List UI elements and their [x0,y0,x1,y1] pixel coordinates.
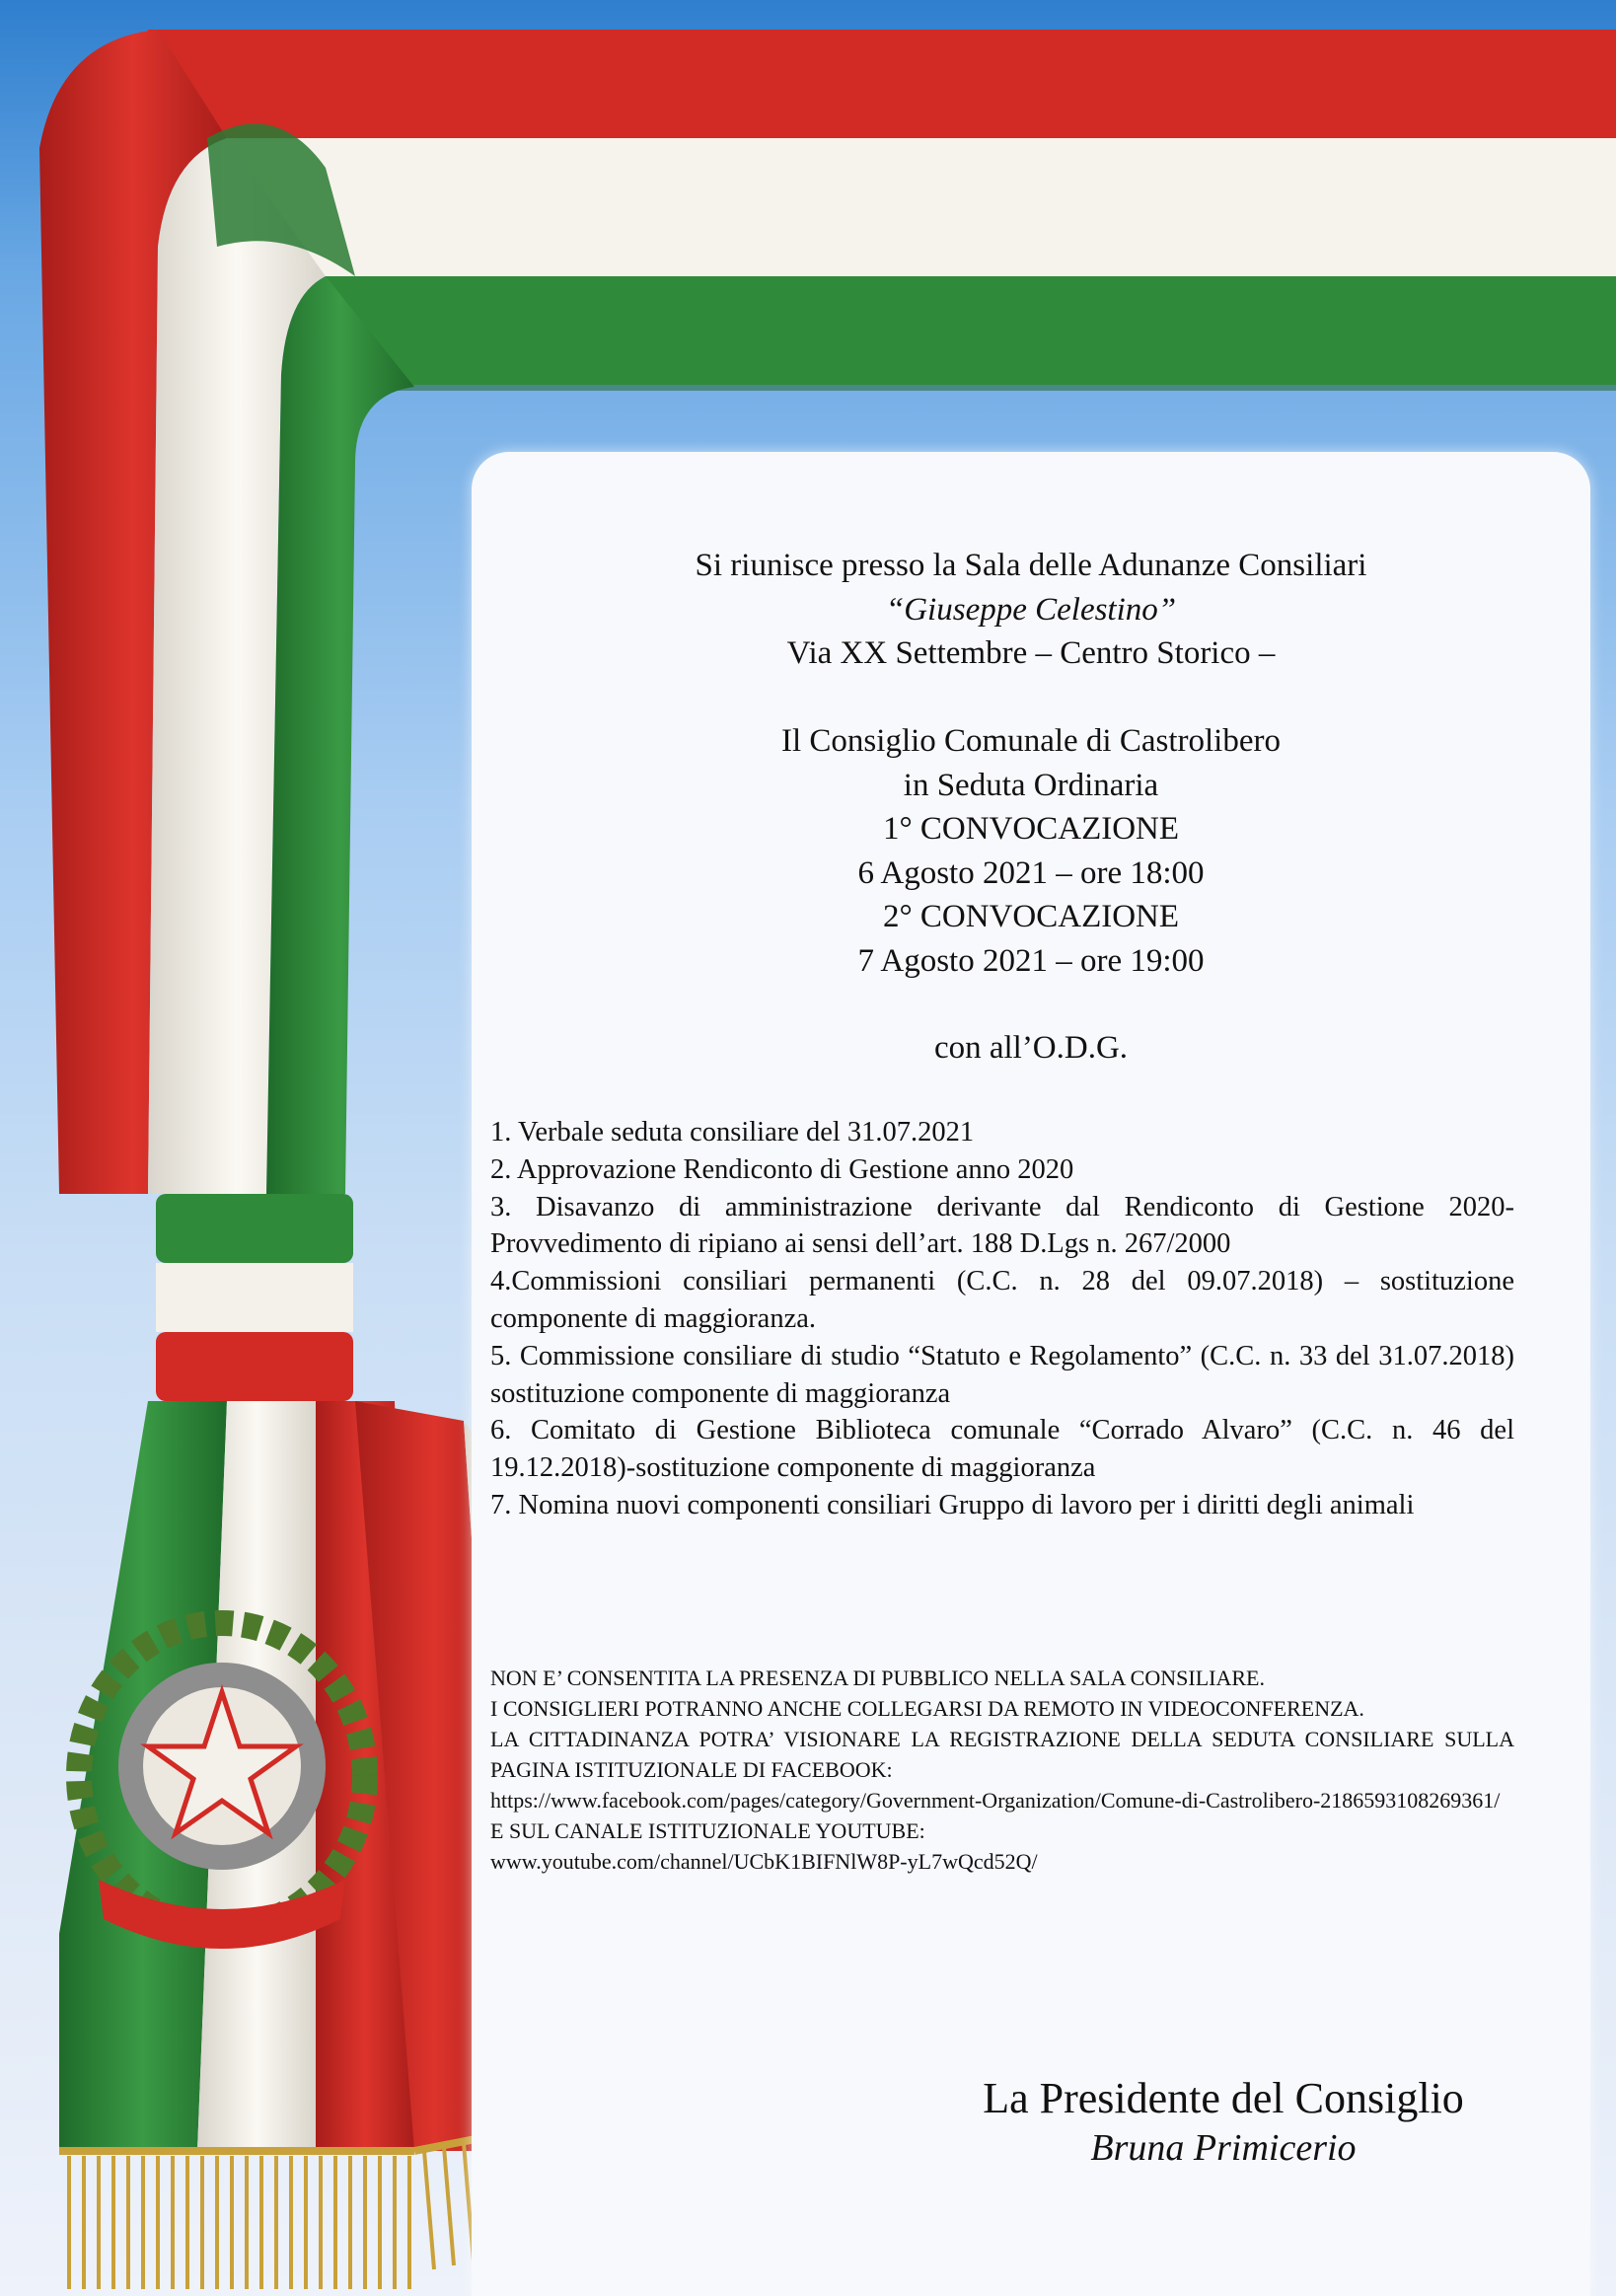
agenda-item: 5. Commissione consiliare di studio “Statuto e Regolamento” (C.C. n. 33 del 31.07.2018) sostituzione componente di maggioranza [490,1340,1514,1409]
agenda-item: 7. Nomina nuovi componenti consiliari Gruppo di lavoro per i diritti degli animali [490,1489,1415,1520]
agenda-item: 6. Comitato di Gestione Biblioteca comunale “Corrado Alvaro” (C.C. n. 46 del 19.12.2018)-sostituzione componente di maggioranza [490,1415,1514,1484]
second-call-date: 7 Agosto 2021 – ore 19:00 [857,942,1205,979]
venue-address: Via XX Settembre – Centro Storico – [786,635,1276,671]
agenda-item: 2. Approvazione Rendiconto di Gestione anno 2020 [490,1153,1074,1185]
agenda-item: 3. Disavanzo di amministrazione derivante dal Rendiconto di Gestione 2020- Provvedimento di ripiano ai sensi dell’art. 188 D.Lgs n. 267/2000 [490,1191,1514,1260]
signature-name: Bruna Primicerio [1090,2127,1357,2169]
agenda-item: 4.Commissioni consiliari permanenti (C.C. n. 28 del 09.07.2018) – sostituzione componente di maggioranza. [490,1266,1514,1334]
council-name: Il Consiglio Comunale di Castrolibero [781,723,1281,759]
notice-youtube: E SUL CANALE ISTITUZIONALE YOUTUBE: [490,1818,925,1843]
youtube-link[interactable]: www.youtube.com/channel/UCbK1BIFNlW8P-yL7wQcd52Q/ [490,1849,1038,1874]
venue-hall-name: “Giuseppe Celestino” [885,591,1177,628]
first-call-date: 6 Agosto 2021 – ore 18:00 [857,854,1205,891]
agenda-list [490,1114,1514,1524]
venue-line: Si riunisce presso la Sala delle Adunanze Consiliari [695,548,1367,583]
agenda-item: 1. Verbale seduta consiliare del 31.07.2021 [490,1117,975,1148]
session-block [472,719,1590,983]
second-call-label: 2° CONVOCAZIONE [882,899,1180,934]
odg-heading: con all’O.D.G. [933,1030,1129,1066]
facebook-link[interactable]: https://www.facebook.com/pages/category/Government-Organization/Comune-di-Castrolibero-2186593108269361/ [490,1788,1501,1813]
notice-no-public: NON E’ CONSENTITA LA PRESENZA DI PUBBLICO NELLA SALA CONSILIARE. [490,1666,1265,1690]
notice-remote: I CONSIGLIERI POTRANNO ANCHE COLLEGARSI DA REMOTO IN VIDEOCONFERENZA. [490,1696,1364,1721]
first-call-label: 1° CONVOCAZIONE [882,811,1180,847]
notice-block [490,1663,1514,1877]
signature-block [848,2072,1598,2171]
signature-title: La Presidente del Consiglio [983,2074,1464,2122]
notice-facebook: LA CITTADINANZA POTRA’ VISIONARE LA REGISTRAZIONE DELLA SEDUTA CONSILIARE SULLA PAGINA ISTITUZIONALE DI FACEBOOK: [490,1727,1514,1782]
venue-block [472,544,1590,676]
session-type: in Seduta Ordinaria [903,767,1159,803]
